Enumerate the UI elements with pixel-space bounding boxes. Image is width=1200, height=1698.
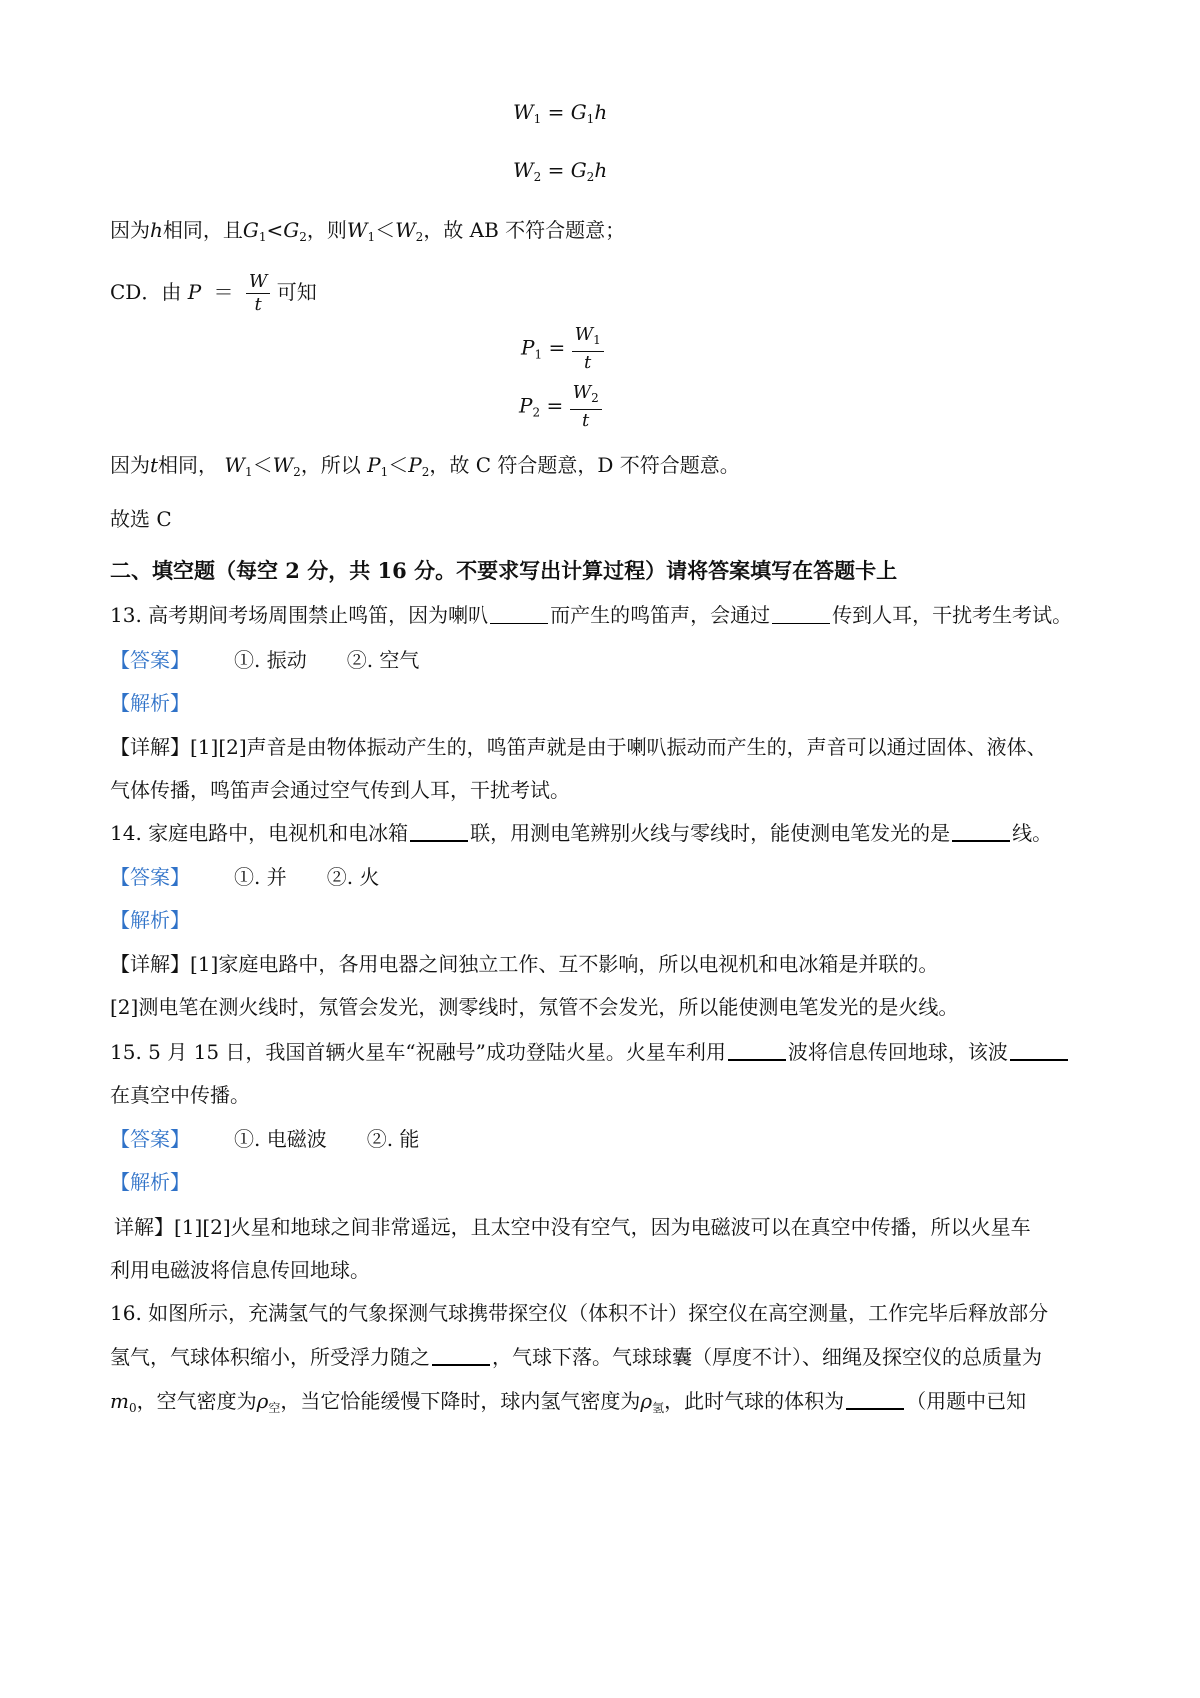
analysis-tag: 【解析】	[110, 691, 190, 715]
text: ＜	[252, 453, 273, 477]
text: 15. 5 月 15 日，我国首辆火星车“祝融号”成功登陆火星。火星车利用	[110, 1040, 726, 1064]
question-15	[110, 1037, 1070, 1067]
detail-15-line-2: 利用电磁波将信息传回地球。	[110, 1258, 370, 1282]
var-m: m	[110, 1389, 129, 1413]
answer-blank	[952, 822, 1010, 842]
var-w: W	[346, 218, 368, 242]
reasoning-line-2	[110, 450, 740, 487]
answer-2: ②. 能	[366, 1127, 420, 1151]
text: CD．由	[110, 280, 182, 304]
detail-14-line-2: [2]测电笔在测火线时，氖管会发光，测零线时，氖管不会发光，所以能使测电笔发光的是火线。	[110, 995, 959, 1019]
eq-subscript: 1	[534, 347, 543, 362]
answer-blank	[410, 822, 468, 842]
text: ，故 C 符合题意，D 不符合题意。	[429, 453, 740, 477]
eq-symbol: P	[521, 335, 535, 360]
denominator: t	[254, 294, 262, 315]
eq-subscript: 2	[532, 405, 541, 420]
equation-w2: $W_2 = G_2h$	[513, 158, 608, 184]
text: 传到人耳，干扰考生考试。	[832, 603, 1073, 627]
var-p: P	[187, 280, 202, 304]
question-15-line-2: 在真空中传播。	[110, 1083, 250, 1107]
denominator: t	[584, 352, 592, 373]
text: ，当它恰能缓慢下降时，球内氢气密度为	[280, 1389, 641, 1413]
denominator: t	[582, 410, 590, 431]
sub: 空	[268, 1401, 281, 1415]
text: 而产生的鸣笛声，会通过	[550, 603, 771, 627]
text: （用题中已知	[906, 1389, 1027, 1413]
answer-1: ①. 并	[234, 865, 287, 889]
text: 氢气，气球体积缩小，所受浮力随之	[110, 1345, 430, 1369]
equation-p2: $P_2$ = $\frac{W_2}{t}$	[519, 382, 602, 432]
sub: 0	[128, 1401, 137, 1415]
question-13	[110, 600, 1072, 630]
answer-tag: 【答案】	[110, 1127, 190, 1151]
question-16-line-3	[110, 1386, 1026, 1423]
cd-line	[110, 270, 317, 316]
eq-symbol: h	[594, 100, 608, 124]
eq-subscript: 1	[533, 112, 542, 126]
var-w: W	[272, 453, 294, 477]
text: ＜	[375, 218, 396, 242]
sub: 1	[244, 465, 253, 479]
text: 因为	[110, 453, 150, 477]
answer-row-15	[110, 1124, 419, 1154]
text: ＜	[388, 453, 409, 477]
numerator	[572, 324, 604, 352]
answer-2: ②. 火	[326, 865, 380, 889]
sub: 1	[367, 230, 376, 244]
answer-blank	[772, 605, 830, 624]
answer-tag: 【答案】	[110, 648, 190, 672]
answer-1: ①. 振动	[234, 648, 307, 672]
numerator: W	[246, 271, 271, 294]
sub: 2	[293, 465, 301, 479]
sub: 2	[299, 230, 307, 244]
eq-symbol: W	[572, 382, 592, 403]
eq-symbol: W	[513, 100, 534, 124]
text: ，气球下落。气球球囊（厚度不计）、细绳及探空仪的总质量为	[492, 1345, 1042, 1369]
text: ，故 AB 不符合题意；	[423, 218, 626, 242]
detail-14-line-1: 【详解】[1]家庭电路中，各用电器之间独立工作、互不影响，所以电视机和电冰箱是并联的。	[110, 952, 939, 976]
var-h: h	[150, 218, 163, 242]
text: ，空气密度为	[136, 1389, 257, 1413]
answer-tag: 【答案】	[110, 865, 190, 889]
text: 相同，且	[162, 218, 243, 242]
sub: 2	[415, 230, 424, 244]
eq-symbol: G	[570, 100, 587, 124]
var-g: G	[242, 218, 259, 242]
text: 相同，	[158, 453, 219, 477]
var-p: P	[367, 453, 381, 477]
var-g: G	[283, 218, 300, 242]
sub: 2	[421, 465, 430, 479]
eq-symbol: G	[570, 158, 587, 182]
section-heading: 二、填空题（每空 2 分，共 16 分。不要求写出计算过程）请将答案填写在答题卡上	[110, 558, 898, 583]
sub: 1	[380, 465, 389, 479]
equation-p1: $P_1$ = $\frac{W_1}{t}$	[521, 324, 604, 374]
text: ＝	[213, 280, 234, 304]
eq-symbol: W	[513, 158, 534, 182]
fraction-w-over-t	[246, 271, 271, 316]
reasoning-line-1	[110, 215, 625, 252]
numerator	[570, 382, 602, 410]
eq-subscript: 2	[533, 170, 542, 184]
equation-w1: $W_1 = G_1h$	[513, 100, 608, 126]
fraction	[572, 324, 604, 374]
eq-subscript: 2	[586, 170, 595, 184]
detail-13-line-2: 气体传播，鸣笛声会通过空气传到人耳，干扰考试。	[110, 778, 570, 802]
text: ，则	[306, 218, 347, 242]
question-14	[110, 818, 1052, 848]
question-16-line-1: 16. 如图所示，充满氢气的气象探测气球携带探空仪（体积不计）探空仪在高空测量，工作完毕后释放部分	[110, 1301, 1049, 1325]
answer-choice: 故选 C	[110, 507, 172, 531]
text: 线。	[1012, 821, 1053, 845]
answer-1: ①. 电磁波	[234, 1127, 327, 1151]
answer-blank	[846, 1390, 904, 1410]
eq-subscript: 1	[593, 333, 601, 347]
fraction	[570, 382, 602, 432]
eq-symbol: P	[519, 393, 533, 418]
eq-subscript: 2	[591, 391, 599, 405]
text: <	[266, 218, 284, 242]
answer-blank	[1010, 1041, 1068, 1061]
text: 13. 高考期间考场周围禁止鸣笛，因为喇叭	[110, 603, 489, 627]
analysis-tag: 【解析】	[110, 1170, 190, 1194]
answer-row-14	[110, 862, 379, 892]
answer-blank	[432, 1346, 490, 1366]
var-t: t	[150, 453, 159, 477]
text: 波将信息传回地球，该波	[787, 1040, 1008, 1064]
detail-13-line-1: 【详解】[1][2]声音是由物体振动产生的，鸣笛声就是由于喇叭振动而产生的，声音可以通过固体、液体、	[110, 735, 1047, 759]
text: 因为	[110, 218, 150, 242]
answer-blank	[490, 605, 548, 624]
sub: 1	[258, 230, 267, 244]
detail-15-line-1: 详解】[1][2]火星和地球之间非常遥远，且太空中没有空气，因为电磁波可以在真空中传播，所以火星车	[114, 1215, 1031, 1239]
answer-blank	[728, 1041, 786, 1061]
text: 可知	[276, 280, 317, 304]
var-w: W	[395, 218, 416, 242]
eq-symbol: W	[574, 324, 594, 345]
analysis-tag: 【解析】	[110, 908, 190, 932]
var-p: P	[408, 453, 422, 477]
text: 联，用测电笔辨别火线与零线时，能使测电笔发光的是	[470, 821, 951, 845]
text: 14. 家庭电路中，电视机和电冰箱	[110, 821, 409, 845]
eq-subscript: 1	[586, 112, 595, 126]
var-rho: ρ	[640, 1389, 653, 1413]
sub: 氢	[652, 1401, 665, 1415]
text: ，此时气球的体积为	[664, 1389, 845, 1413]
var-w: W	[224, 453, 245, 477]
eq-symbol: h	[594, 158, 608, 182]
var-rho: ρ	[256, 1389, 269, 1413]
question-16-line-2	[110, 1342, 1042, 1372]
answer-row-13	[110, 645, 419, 675]
answer-2: ②. 空气	[346, 648, 420, 672]
text: ，所以	[300, 453, 361, 477]
